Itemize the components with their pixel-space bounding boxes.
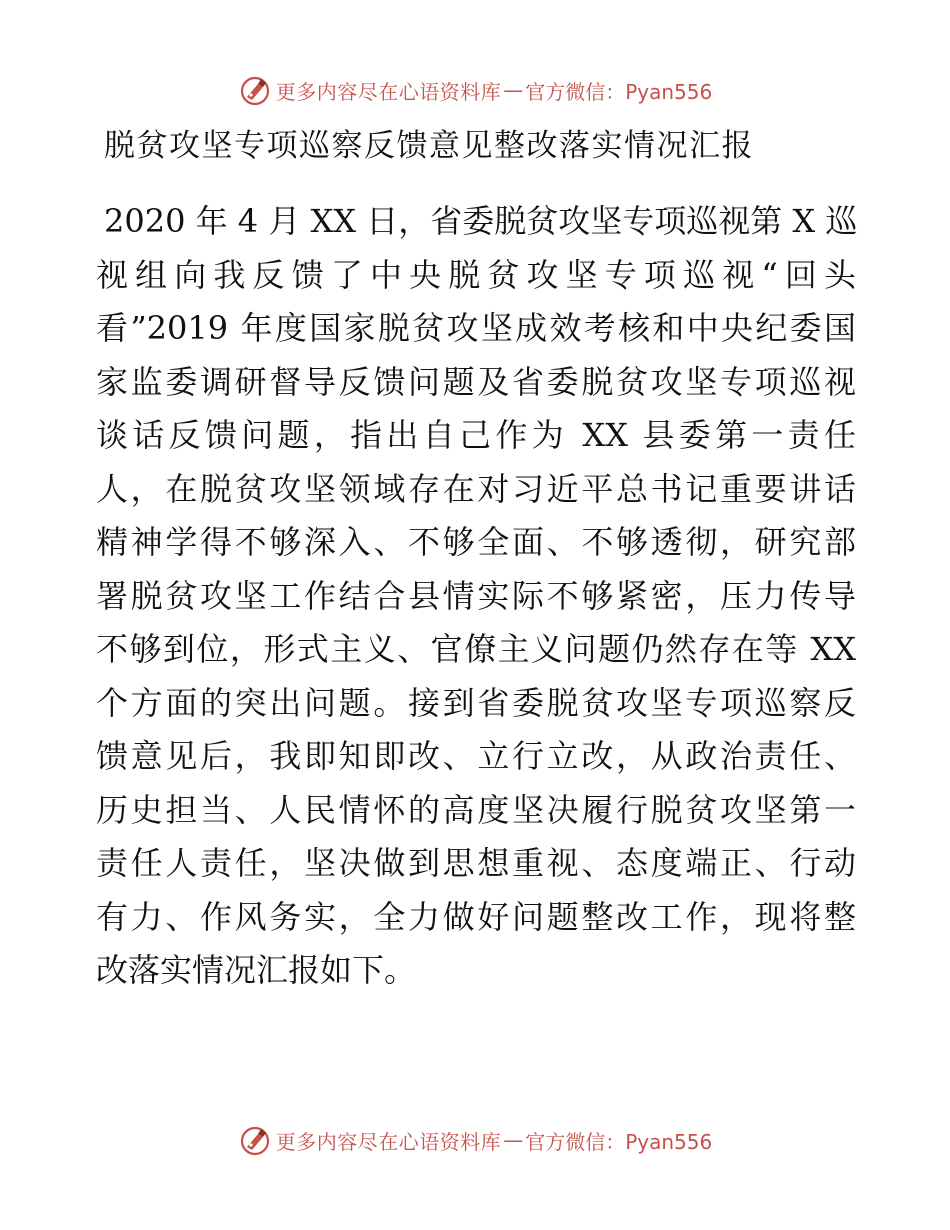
- watermark-wechat: 官方微信：Pyan556: [525, 79, 713, 104]
- watermark-separator: —: [503, 1128, 524, 1152]
- pen-nib-logo-icon: [238, 73, 272, 107]
- body-line: 改落实情况汇报如下。: [96, 951, 417, 989]
- body-line: 馈意见后，我即知即改、立行立改，从政治责任、: [96, 737, 856, 775]
- body-line: 有力、作风务实，全力做好问题整改工作，现将整: [96, 897, 856, 936]
- body-line: 人，在脱贫攻坚领域存在对习近平总书记重要讲话: [96, 469, 856, 508]
- watermark-wechat: 官方微信：Pyan556: [525, 1129, 713, 1154]
- body-line: 不够到位，形式主义、官僚主义问题仍然存在等 XX: [96, 630, 856, 668]
- body-line: 署脱贫攻坚工作结合县情实际不够紧密，压力传导: [96, 576, 856, 615]
- watermark-separator: —: [503, 78, 524, 102]
- footer-watermark: [0, 1120, 950, 1160]
- body-line: 谈话反馈问题，指出自己作为 XX 县委第一责任: [96, 416, 856, 454]
- body-line: 家监委调研督导反馈问题及省委脱贫攻坚专项巡视: [96, 362, 856, 401]
- body-line: 历史担当、人民情怀的高度坚决履行脱贫攻坚第一: [96, 790, 856, 829]
- pen-nib-logo-icon: [238, 1123, 272, 1157]
- document-body: [96, 195, 856, 998]
- body-line: 责任人责任，坚决做到思想重视、态度端正、行动: [96, 844, 856, 882]
- watermark-text: 更多内容尽在心语资料库: [275, 79, 502, 104]
- document-title: 脱贫攻坚专项巡察反馈意见整改落实情况汇报: [104, 128, 754, 164]
- body-line: 个方面的突出问题。接到省委脱贫攻坚专项巡察反: [96, 683, 856, 722]
- body-line: 看”2019 年度国家脱贫攻坚成效考核和中央纪委国: [96, 309, 856, 347]
- body-line: 视组向我反馈了中央脱贫攻坚专项巡视“回头: [96, 255, 856, 294]
- header-watermark: [0, 70, 950, 110]
- body-line: 2020 年 4 月 XX 日，省委脱贫攻坚专项巡视第 X 巡: [104, 202, 858, 240]
- watermark-text: 更多内容尽在心语资料库: [275, 1129, 502, 1154]
- body-line: 精神学得不够深入、不够全面、不够透彻，研究部: [96, 523, 856, 561]
